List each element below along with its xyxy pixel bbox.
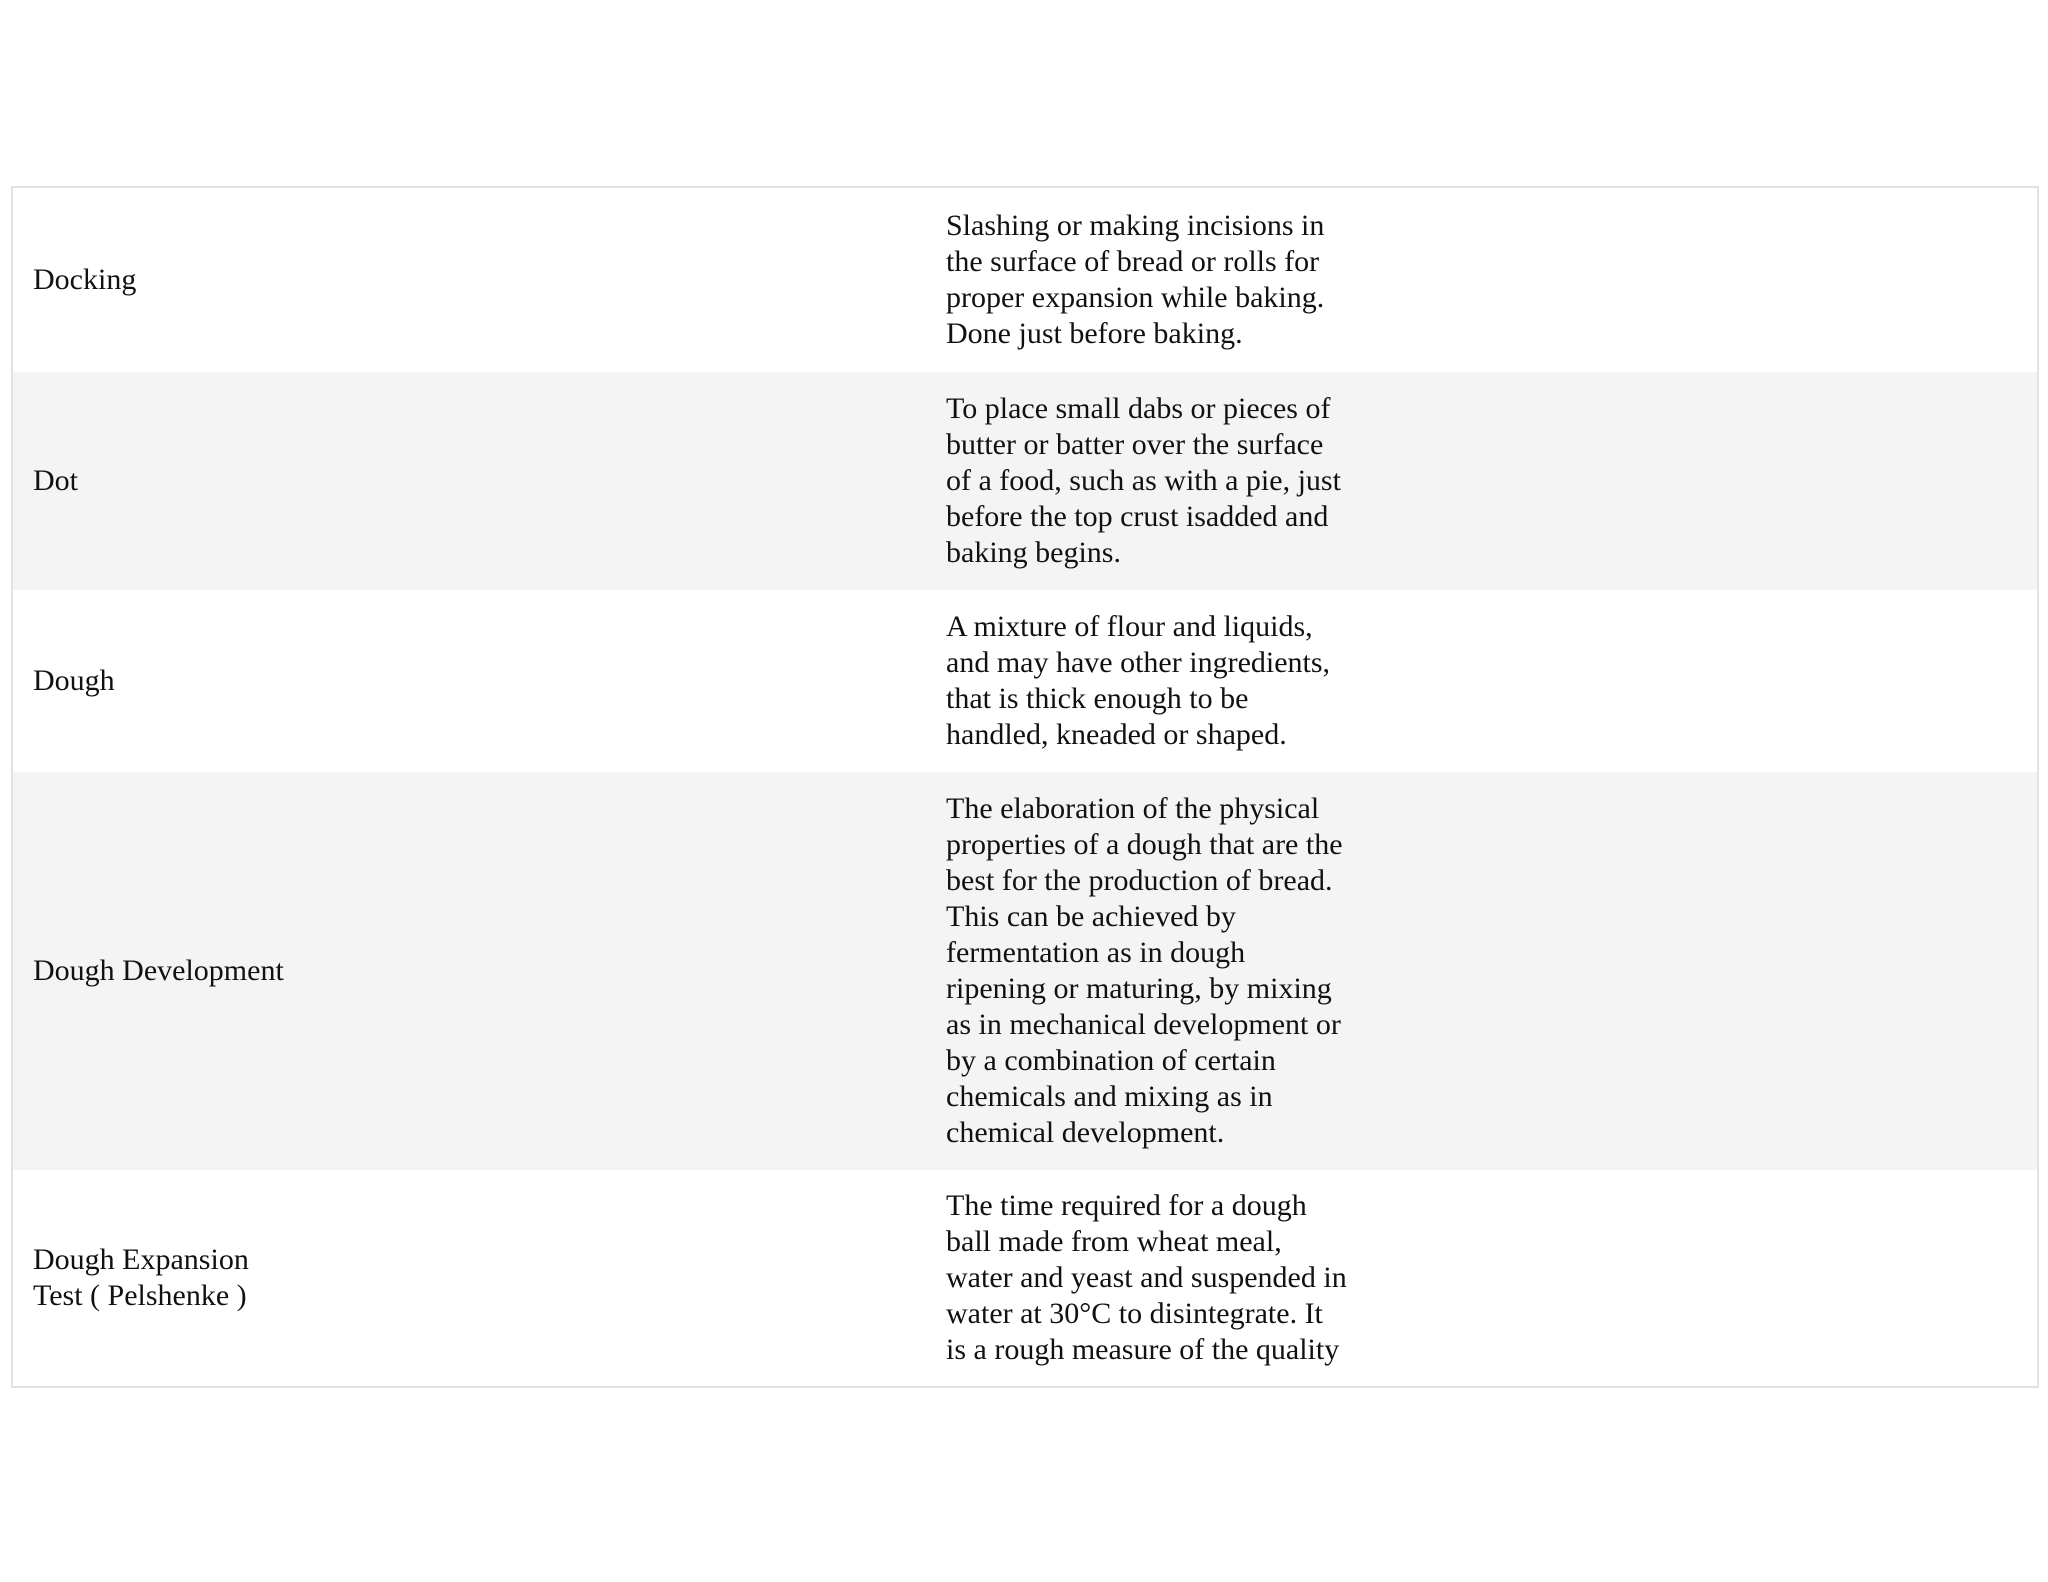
table-row xyxy=(13,772,2037,1170)
definition-cell: To place small dabs or pieces of butter or batter over the surface of a food, such as with a pie, just before the top crust isadded and baking begins. xyxy=(946,392,1341,569)
term-cell: Docking xyxy=(33,263,137,296)
definition-cell: Slashing or making incisions in the surface of bread or rolls for proper expansion while baking. Done just before baking. xyxy=(946,209,1325,350)
table-row xyxy=(13,590,2037,772)
glossary-table xyxy=(11,186,2039,1388)
definition-cell: A mixture of flour and liquids, and may have other ingredients, that is thick enough to be handled, kneaded or shaped. xyxy=(946,610,1331,751)
term-cell: Dough Development xyxy=(33,954,284,987)
table-row xyxy=(13,1170,2037,1386)
definition-cell: The time required for a dough ball made from wheat meal, water and yeast and suspended in water at 30°C to disintegrate. It is a rough measure of the quality xyxy=(946,1189,1347,1366)
table-row xyxy=(13,372,2037,590)
term-cell: Dough xyxy=(33,664,115,697)
term-cell: Dough Expansion Test ( Pelshenke ) xyxy=(33,1243,249,1312)
definition-cell: The elaboration of the physical properties of a dough that are the best for the production of bread. This can be achieved by fermentation as in dough ripening or maturing, by mixing as in mechanical development or by a combination of certain chemicals and mixing as in chemical development. xyxy=(946,792,1343,1149)
table-row xyxy=(13,188,2037,372)
term-cell: Dot xyxy=(33,464,78,497)
